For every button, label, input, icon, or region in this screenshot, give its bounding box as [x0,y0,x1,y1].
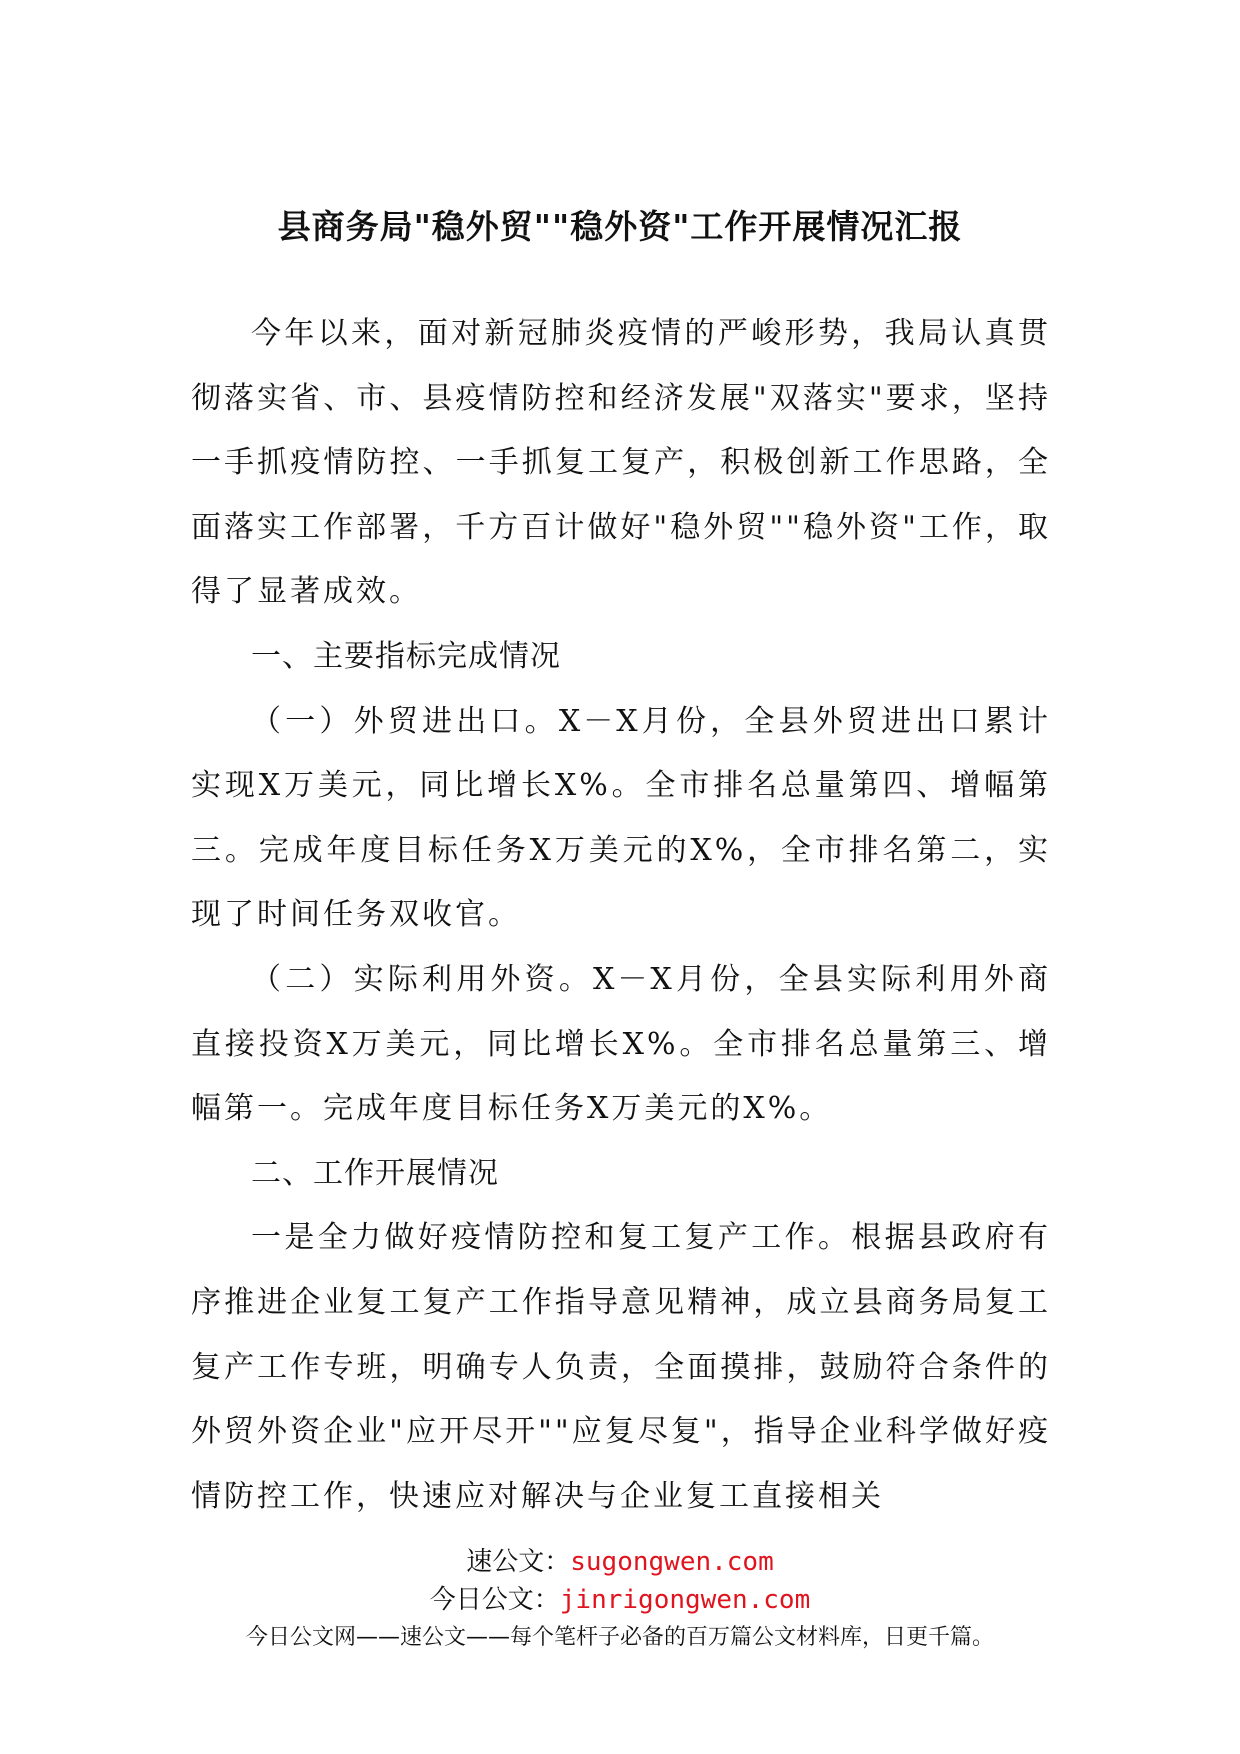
section-heading-1: 一、主要指标完成情况 [251,638,561,674]
footer-link-jinrigongwen[interactable]: jinrigongwen.com [559,1585,811,1615]
foreign-trade-paragraph: （一）外贸进出口。X－X月份，全县外贸进出口累计实现X万美元，同比增长X%。全市排名总量第四、增幅第三。完成年度目标任务X万美元的X%，全市排名第二，实现了时间任务双收官。 [191,703,1051,933]
footer-label-jinrigongwen: 今日公文： [429,1585,560,1615]
work-progress-paragraph: 一是全力做好疫情防控和复工复产工作。根据县政府有序推进企业复工复产工作指导意见精神，成立县商务局复工复产工作专班，明确专人负责，全面摸排，鼓励符合条件的外贸外资企业"应开尽开""应复尽复"，指导企业科学做好疫情防控工作，快速应对解决与企业复工直接相关 [191,1220,1051,1514]
footer-line-jinrigongwen [0,1583,1240,1617]
footer-label-sugongwen: 速公文： [466,1547,571,1577]
foreign-investment-paragraph: （二）实际利用外资。X－X月份，全县实际利用外商直接投资X万美元，同比增长X%。全市排名总量第三、增幅第一。完成年度目标任务X万美元的X%。 [191,961,1051,1127]
footer-slogan: 今日公文网——速公文——每个笔杆子必备的百万篇公文材料库，日更千篇。 [245,1625,994,1650]
document-title: 县商务局"稳外贸""稳外资"工作开展情况汇报 [277,207,963,246]
footer-line-sugongwen [0,1545,1240,1579]
section-heading-2: 二、工作开展情况 [251,1155,499,1191]
intro-paragraph: 今年以来，面对新冠肺炎疫情的严峻形势，我局认真贯彻落实省、市、县疫情防控和经济发展"双落实"要求，坚持一手抓疫情防控、一手抓复工复产，积极创新工作思路，全面落实工作部署，千方百计做好"稳外贸""稳外资"工作，取得了显著成效。 [191,316,1051,610]
document-body [191,302,1051,1529]
footer-link-sugongwen[interactable]: sugongwen.com [570,1547,774,1577]
